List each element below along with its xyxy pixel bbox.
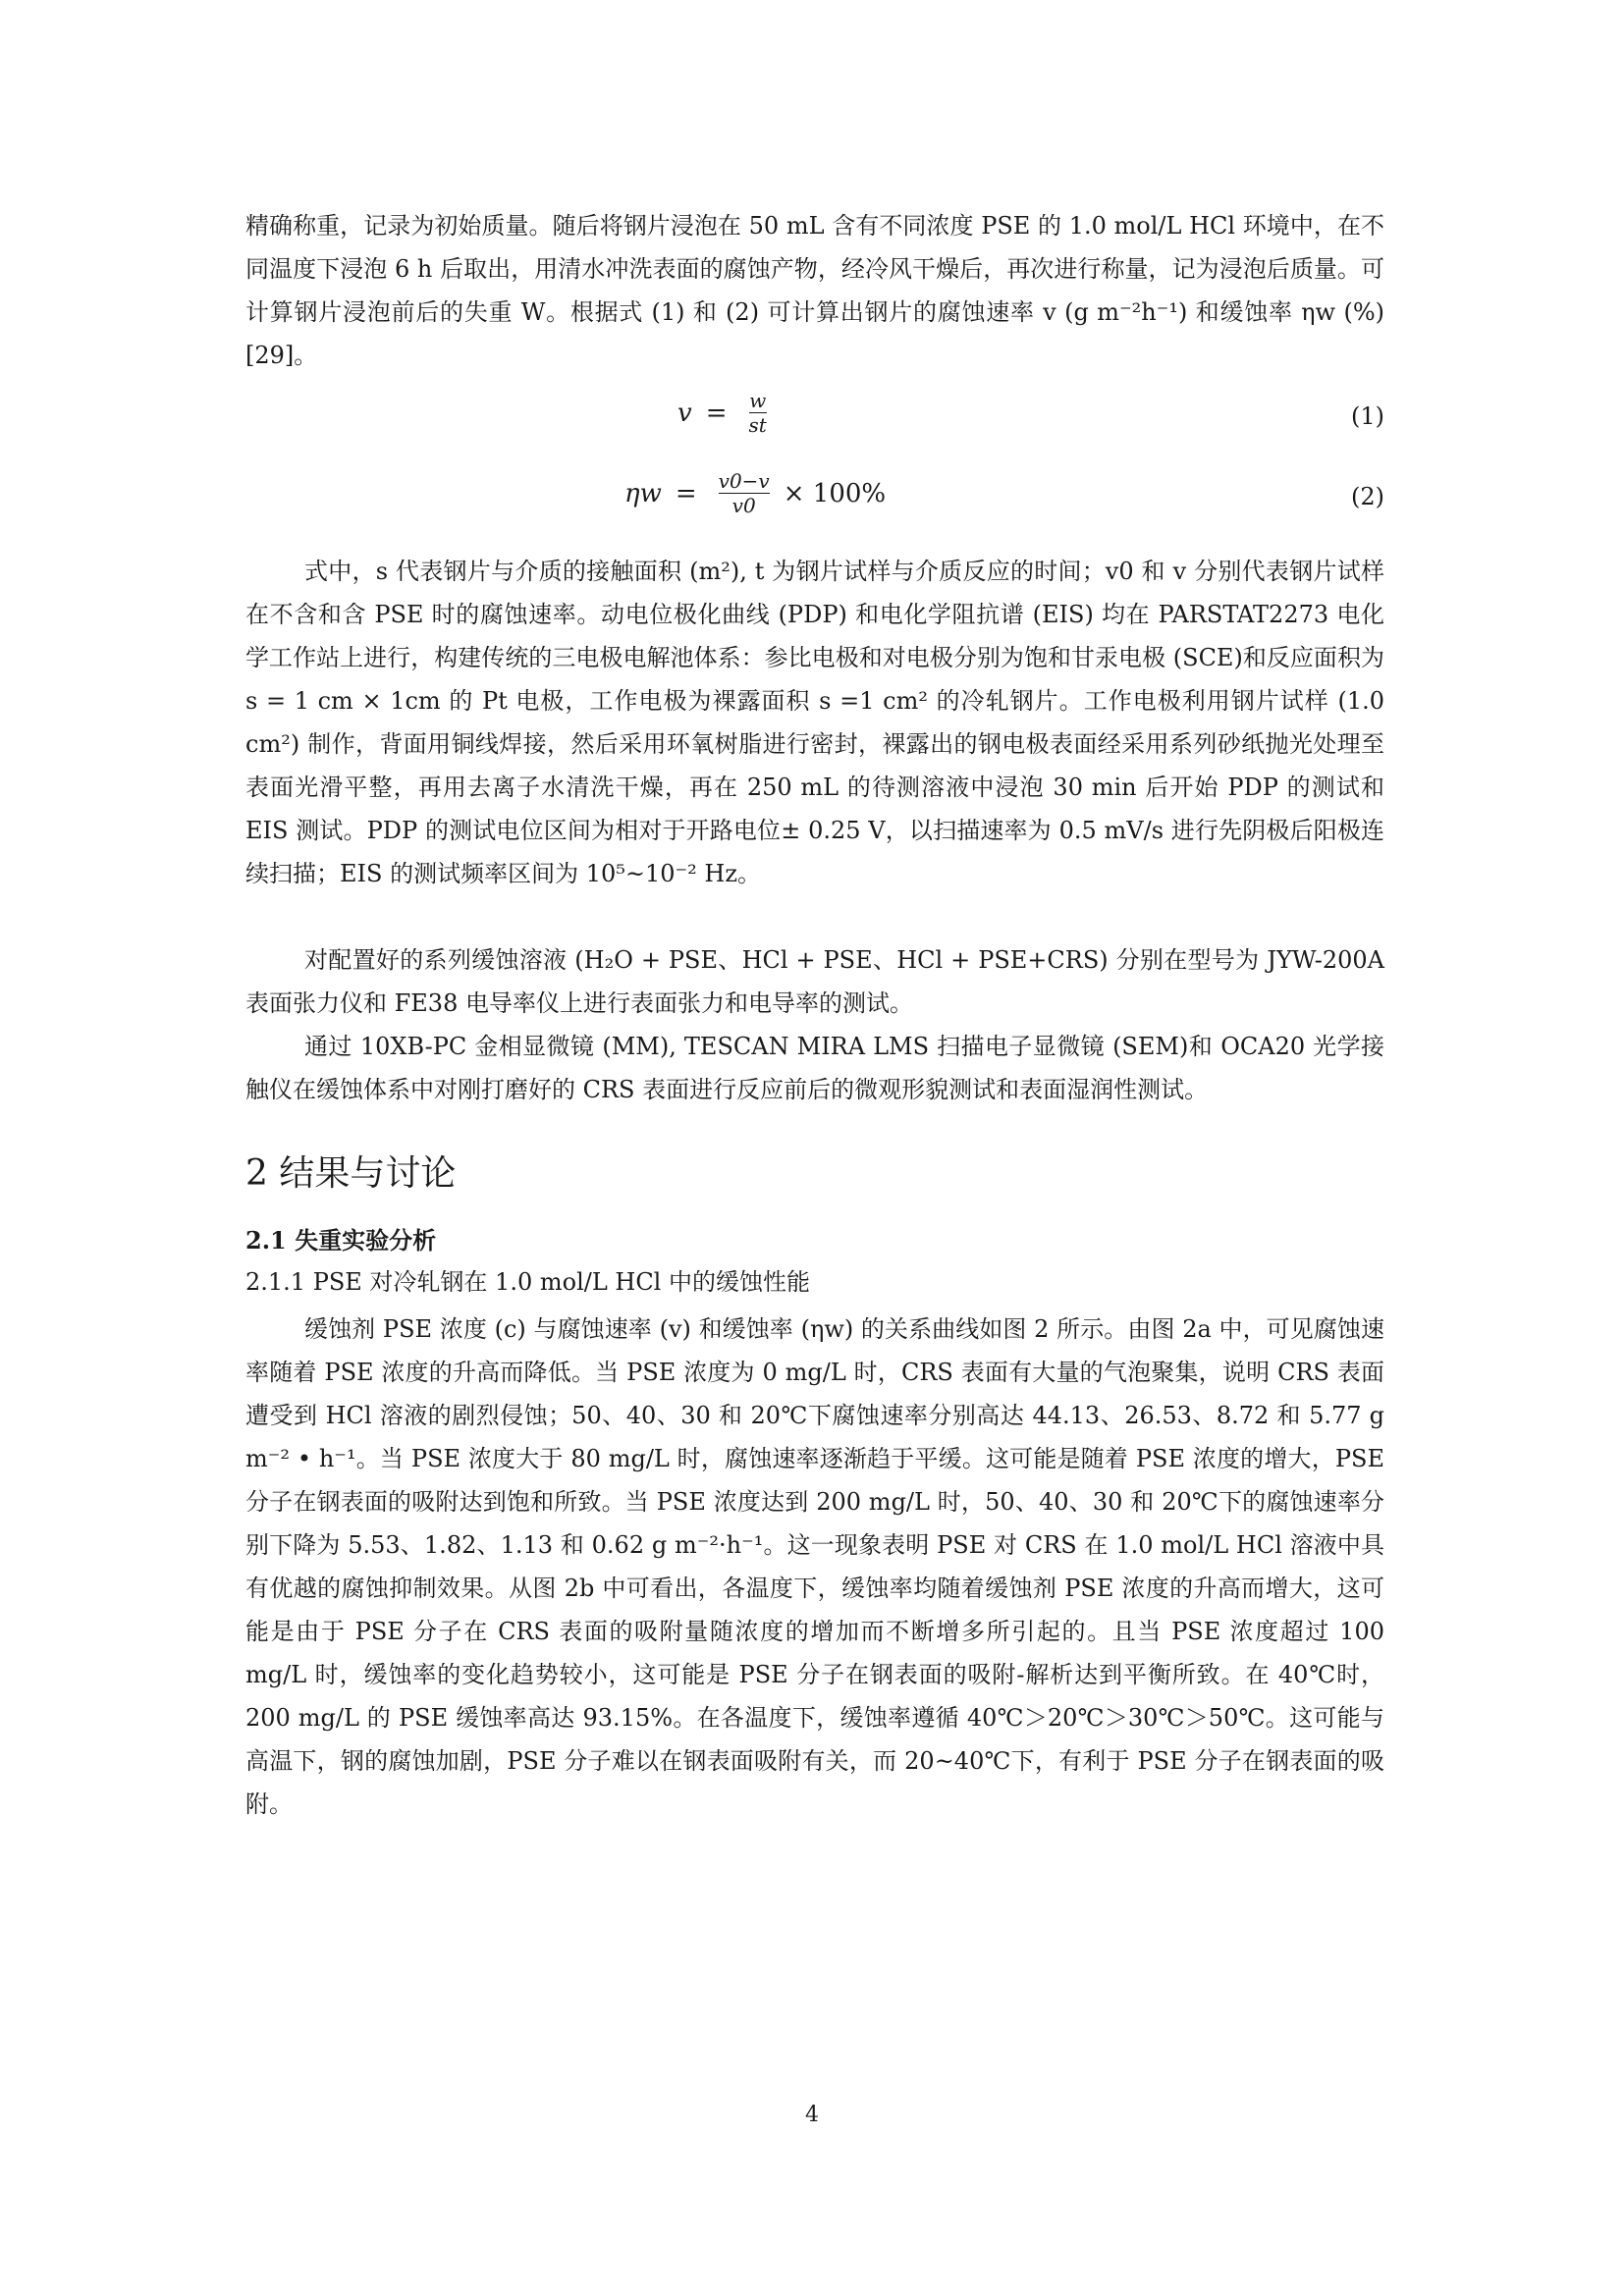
- equation-2-equals: =: [675, 478, 697, 508]
- equation-1: [245, 389, 1384, 448]
- equation-2-rhs: × 100%: [783, 478, 887, 508]
- section-heading: 2 结果与讨论: [245, 1153, 457, 1194]
- equation-1-number: (1): [1351, 402, 1384, 430]
- equation-2-number: (2): [1351, 483, 1384, 510]
- paragraph-method-weight-loss: [245, 204, 1384, 377]
- paragraph-results: [245, 1308, 1384, 1826]
- page-number: 4: [805, 2103, 819, 2127]
- equation-1-fraction: [749, 389, 767, 437]
- paragraph-electrochemical-methods: [245, 550, 1384, 895]
- equation-1-lhs: v: [677, 398, 692, 428]
- subsubsection-heading: 2.1.1 PSE 对冷轧钢在 1.0 mol/L HCl 中的缓蚀性能: [245, 1268, 810, 1296]
- paragraph-microscopy: [245, 1025, 1384, 1111]
- subsection-heading: 2.1 失重实验分析: [245, 1226, 437, 1255]
- equation-2: [245, 469, 1384, 528]
- equation-2-fraction: [719, 469, 770, 517]
- paragraph-text: 精确称重，记录为初始质量。随后将钢片浸泡在 50 mL 含有不同浓度 PSE 的 1.0 mol/L HCl 环境中，在不同温度下浸泡 6 h 后取出，用清水冲洗表面的腐蚀产物，经冷风干燥后，再次进行称量，记为浸泡后质量。可计算钢片浸泡前后的失重 W。根据式 (1) 和 (2) 可计算出钢片的腐蚀速率 v (g m⁻²h⁻¹) 和缓蚀率 ηw (%)[29]。: [245, 212, 1384, 369]
- equation-2-expr: [624, 469, 886, 517]
- equation-1-numerator: w: [749, 389, 767, 412]
- equation-1-expr: [677, 389, 775, 437]
- equation-2-numerator: v0−v: [718, 469, 770, 493]
- paragraph-text: 通过 10XB-PC 金相显微镜 (MM), TESCAN MIRA LMS 扫描电子显微镜 (SEM)和 OCA20 光学接触仪在缓蚀体系中对刚打磨好的 CRS 表面进行反应前后的微观形貌测试和表面湿润性测试。: [245, 1033, 1384, 1103]
- equation-1-equals: =: [705, 398, 728, 428]
- paragraph-surface-tension: [245, 938, 1384, 1025]
- paragraph-text: 式中，s 代表钢片与介质的接触面积 (m²), t 为钢片试样与介质反应的时间；v0 和 v 分别代表钢片试样在不含和含 PSE 时的腐蚀速率。动电位极化曲线 (PDP) 和电化学阻抗谱 (EIS) 均在 PARSTAT2273 电化学工作站上进行，构建传统的三电极电解池体系：参比电极和对电极分别为饱和甘汞电极 (SCE)和反应面积为 s = 1 cm × 1cm 的 Pt 电极，工作电极为裸露面积 s =1 cm² 的冷轧钢片。工作电极利用钢片试样 (1.0 cm²) 制作，背面用铜线焊接，然后采用环氧树脂进行密封，裸露出的钢电极表面经采用系列砂纸抛光处理至表面光滑平整，再用去离子水清洗干燥，再在 250 mL 的待测溶液中浸泡 30 min 后开始 PDP 的测试和 EIS 测试。PDP 的测试电位区间为相对于开路电位± 0.25 V，以扫描速率为 0.5 mV/s 进行先阴极后阳极连续扫描；EIS 的测试频率区间为 10⁵~10⁻² Hz。: [245, 558, 1384, 887]
- equation-1-denominator: st: [748, 413, 767, 437]
- paragraph-text: 对配置好的系列缓蚀溶液 (H₂O + PSE、HCl + PSE、HCl + PSE+CRS) 分别在型号为 JYW-200A 表面张力仪和 FE38 电导率仪上进行表面张力和电导率的测试。: [245, 946, 1384, 1017]
- equation-2-lhs: ηw: [624, 478, 662, 508]
- equation-2-denominator: v0: [731, 494, 756, 517]
- paragraph-text: 缓蚀剂 PSE 浓度 (c) 与腐蚀速率 (v) 和缓蚀率 (ηw) 的关系曲线如图 2 所示。由图 2a 中，可见腐蚀速率随着 PSE 浓度的升高而降低。当 PSE 浓度为 0 mg/L 时，CRS 表面有大量的气泡聚集，说明 CRS 表面遭受到 HCl 溶液的剧烈侵蚀；50、40、30 和 20℃下腐蚀速率分别高达 44.13、26.53、8.72 和 5.77 g m⁻² • h⁻¹。当 PSE 浓度大于 80 mg/L 时，腐蚀速率逐渐趋于平缓。这可能是随着 PSE 浓度的增大，PSE 分子在钢表面的吸附达到饱和所致。当 PSE 浓度达到 200 mg/L 时，50、40、30 和 20℃下的腐蚀速率分别下降为 5.53、1.82、1.13 和 0.62 g m⁻²·h⁻¹。这一现象表明 PSE 对 CRS 在 1.0 mol/L HCl 溶液中具有优越的腐蚀抑制效果。从图 2b 中可看出，各温度下，缓蚀率均随着缓蚀剂 PSE 浓度的升高而增大，这可能是由于 PSE 分子在 CRS 表面的吸附量随浓度的增加而不断增多所引起的。且当 PSE 浓度超过 100 mg/L 时，缓蚀率的变化趋势较小，这可能是 PSE 分子在钢表面的吸附-解析达到平衡所致。在 40℃时，200 mg/L 的 PSE 缓蚀率高达 93.15%。在各温度下，缓蚀率遵循 40℃＞20℃＞30℃＞50℃。这可能与高温下，钢的腐蚀加剧，PSE 分子难以在钢表面吸附有关，而 20~40℃下，有利于 PSE 分子在钢表面的吸附。: [245, 1315, 1384, 1818]
